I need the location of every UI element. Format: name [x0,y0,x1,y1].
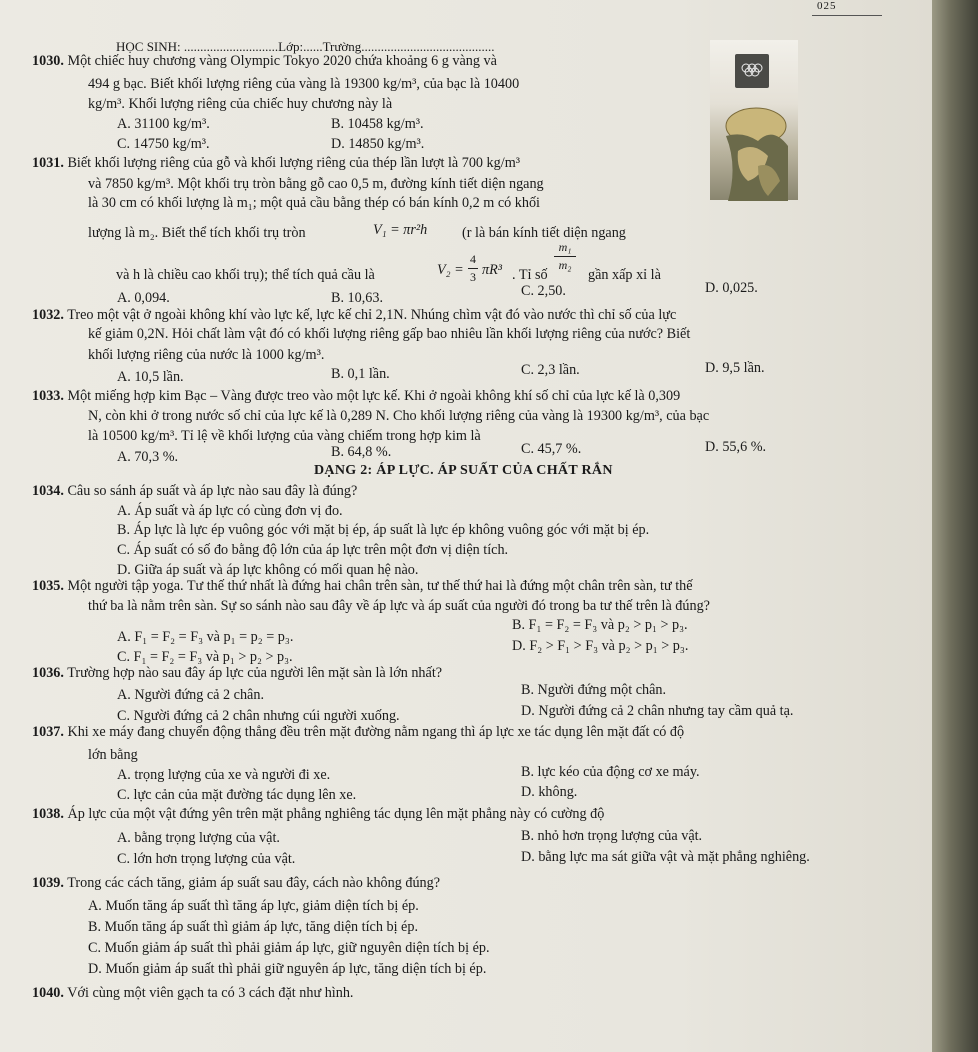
option-1036-c: C. Người đứng cả 2 chân nhưng cúi người xuống. [117,708,400,724]
option-1030-a: A. 31100 kg/m³. [117,116,210,132]
question-1030-line-1: 1030. Một chiếc huy chương vàng Olympic Tokyo 2020 chứa khoảng 6 g vàng và [32,53,497,69]
question-1031-line-4: lượng là m₂. Biết thể tích khối trụ tròn [88,225,306,241]
option-1036-a: A. Người đứng cả 2 chân. [117,687,264,703]
question-number: 1032. [32,307,64,323]
question-number: 1039. [32,875,64,891]
option-1037-d: D. không. [521,784,578,800]
option-1033-a: A. 70,3 %. [117,449,179,465]
question-1032-line-1: 1032. Treo một vật ở ngoài không khí vào lực kế, lực kế chỉ 2,1N. Nhúng chìm vật đó vào nước thì chỉ số của lực [32,307,677,323]
question-1033-line-1: 1033. Một miếng hợp kim Bạc – Vàng được treo vào một lực kế. Khi ở ngoài không khí số chỉ của lực kế là 0,309 [32,388,681,404]
question-1039-line-1: 1039. Trong các cách tăng, giảm áp suất sau đây, cách nào không đúng? [32,875,441,891]
option-1037-b: B. lực kéo của động cơ xe máy. [521,764,700,780]
question-number: 1037. [32,724,64,740]
question-1033-line-3: là 10500 kg/m³. Tỉ lệ về khối lượng của vàng chiếm trong hợp kim là [88,428,481,444]
page-number: 025 [817,0,837,12]
option-1032-d: D. 9,5 lần. [705,360,765,376]
option-1034-a: A. Áp suất và áp lực có cùng đơn vị đo. [117,503,343,519]
option-1035-d: D. F₂ > F₁ > F₃ và p₂ > p₁ > p₃. [512,638,689,654]
question-1037-line-2: lớn bằng [88,747,138,763]
sphere-volume-rhs: πR³ [482,262,503,278]
option-1030-b: B. 10458 kg/m³. [331,116,424,132]
option-1035-a: A. F₁ = F₂ = F₃ và p₁ = p₂ = p₃. [117,629,294,645]
student-header: HỌC SINH: .............................Lớp:......Trường......................................... [116,39,495,54]
question-1032-line-2: kế giảm 0,2N. Hỏi chất làm vật đó có khối lượng riêng gấp bao nhiêu lần khối lượng riêng của nước? Biết [88,326,691,342]
option-1038-d: D. bằng lực ma sát giữa vật và mặt phẳng nghiêng. [521,849,810,865]
fraction-numerator: m₁ [558,240,572,254]
question-1030-line-3: kg/m³. Khối lượng riêng của chiếc huy chương này là [88,96,393,112]
question-1031-line-2: và 7850 kg/m³. Một khối trụ tròn bằng gỗ cao 0,5 m, đường kính tiết diện ngang [88,176,544,192]
sphere-volume-fraction [468,252,478,285]
section-heading: DẠNG 2: ÁP LỰC. ÁP SUẤT CỦA CHẤT RẮN [314,463,613,478]
option-1038-a: A. bằng trọng lượng của vật. [117,830,280,846]
question-1031-line-4-end: (r là bán kính tiết diện ngang [462,225,626,241]
option-1030-d: D. 14850 kg/m³. [331,136,425,152]
option-1037-a: A. trọng lượng của xe và người đi xe. [117,767,331,783]
option-1036-b: B. Người đứng một chân. [521,682,667,698]
option-1038-b: B. nhỏ hơn trọng lượng của vật. [521,828,703,844]
option-1039-c: C. Muốn giảm áp suất thì phải giảm áp lực, giữ nguyên diện tích bị ép. [88,940,490,956]
question-1033-line-2: N, còn khi ở trong nước số chỉ của lực kế là 0,289 N. Cho khối lượng riêng của vàng là 19300 kg/m³, của bạc [88,408,710,424]
option-1030-c: C. 14750 kg/m³. [117,136,210,152]
option-1036-d: D. Người đứng cả 2 chân nhưng tay cầm quả tạ. [521,703,794,719]
option-1031-c: C. 2,50. [521,283,566,299]
option-1035-b: B. F₁ = F₂ = F₃ và p₂ > p₁ > p₃. [512,617,688,633]
question-number: 1040. [32,985,64,1001]
option-1034-d: D. Giữa áp suất và áp lực không có mối quan hệ nào. [117,562,419,578]
question-number: 1031. [32,155,64,171]
option-1039-b: B. Muốn tăng áp suất thì giảm áp lực, tăng diện tích bị ép. [88,919,418,935]
question-1032-line-3: khối lượng riêng của nước là 1000 kg/m³. [88,347,325,363]
option-1031-b: B. 10,63. [331,290,384,306]
question-number: 1036. [32,665,64,681]
cylinder-volume-formula: V₁ = πr²h [373,222,428,238]
option-1033-c: C. 45,7 %. [521,441,582,457]
question-1040-line-1: 1040. Với cùng một viên gạch ta có 3 cách đặt như hình. [32,985,354,1001]
page-edge-shadow [932,0,978,1052]
question-1036-line-1: 1036. Trường hợp nào sau đây áp lực của người lên mặt sàn là lớn nhất? [32,665,443,681]
question-number: 1033. [32,388,64,404]
ratio-label: . Tỉ số [512,267,548,283]
option-1039-a: A. Muốn tăng áp suất thì tăng áp lực, giảm diện tích bị ép. [88,898,419,914]
question-1038-line-1: 1038. Áp lực của một vật đứng yên trên mặt phẳng nghiêng tác dụng lên mặt phẳng này có cường độ [32,806,605,822]
option-1031-d: D. 0,025. [705,280,758,296]
question-1037-line-1: 1037. Khi xe máy đang chuyển động thẳng đều trên mặt đường nằm ngang thì áp lực xe tác dụng lên mặt đất có độ [32,724,685,740]
option-1033-d: D. 55,6 %. [705,439,767,455]
question-1031-line-3: là 30 cm có khối lượng là m₁; một quả cầu bằng thép có bán kính 0,2 m có khối [88,195,540,211]
page-number-rule [812,15,882,16]
question-number: 1030. [32,53,64,69]
olympic-rings-icon [735,54,769,88]
option-1033-b: B. 64,8 %. [331,444,392,460]
question-1031-line-1: 1031. Biết khối lượng riêng của gỗ và khối lượng riêng của thép lần lượt là 700 kg/m³ [32,155,520,171]
question-number: 1035. [32,578,64,594]
gold-medal-icon [718,96,788,206]
option-1032-b: B. 0,1 lần. [331,366,390,382]
mass-ratio-fraction [554,240,576,273]
option-1032-a: A. 10,5 lần. [117,369,184,385]
sphere-volume-lhs: V₂ = [437,262,464,278]
option-1037-c: C. lực cản của mặt đường tác dụng lên xe. [117,787,357,803]
fraction-numerator: 4 [470,252,476,266]
fraction-denominator: 3 [470,270,476,284]
question-1030-line-2: 494 g bạc. Biết khối lượng riêng của vàng là 19300 kg/m³, của bạc là 10400 [88,76,520,92]
option-1031-a: A. 0,094. [117,290,170,306]
question-1031-line-5-end: gần xấp xỉ là [588,267,661,283]
question-number: 1034. [32,483,64,499]
question-1031-line-5: và h là chiều cao khối trụ); thể tích quả cầu là [116,267,375,283]
option-1034-c: C. Áp suất có số đo bằng độ lớn của áp lực trên một đơn vị diện tích. [117,542,509,558]
option-1038-c: C. lớn hơn trọng lượng của vật. [117,851,296,867]
option-1035-c: C. F₁ = F₂ = F₃ và p₁ > p₂ > p₃. [117,649,293,665]
question-number: 1038. [32,806,64,822]
question-1035-line-2: thứ ba là nằm trên sàn. Sự so sánh nào sau đây về áp lực và áp suất của người đó trong ba tư thế trên là đúng? [88,598,710,614]
fraction-denominator: m₂ [558,258,572,272]
question-1035-line-1: 1035. Một người tập yoga. Tư thế thứ nhất là đứng hai chân trên sàn, tư thế thứ hai là đứng một chân trên sàn, tư thế [32,578,693,594]
question-1034-line-1: 1034. Câu so sánh áp suất và áp lực nào sau đây là đúng? [32,483,358,499]
option-1032-c: C. 2,3 lần. [521,362,580,378]
option-1039-d: D. Muốn giảm áp suất thì phải giữ nguyên áp lực, tăng diện tích bị ép. [88,961,487,977]
option-1034-b: B. Áp lực là lực ép vuông góc với mặt bị ép, áp suất là lực ép không vuông góc với mặt bị ép. [117,522,650,538]
